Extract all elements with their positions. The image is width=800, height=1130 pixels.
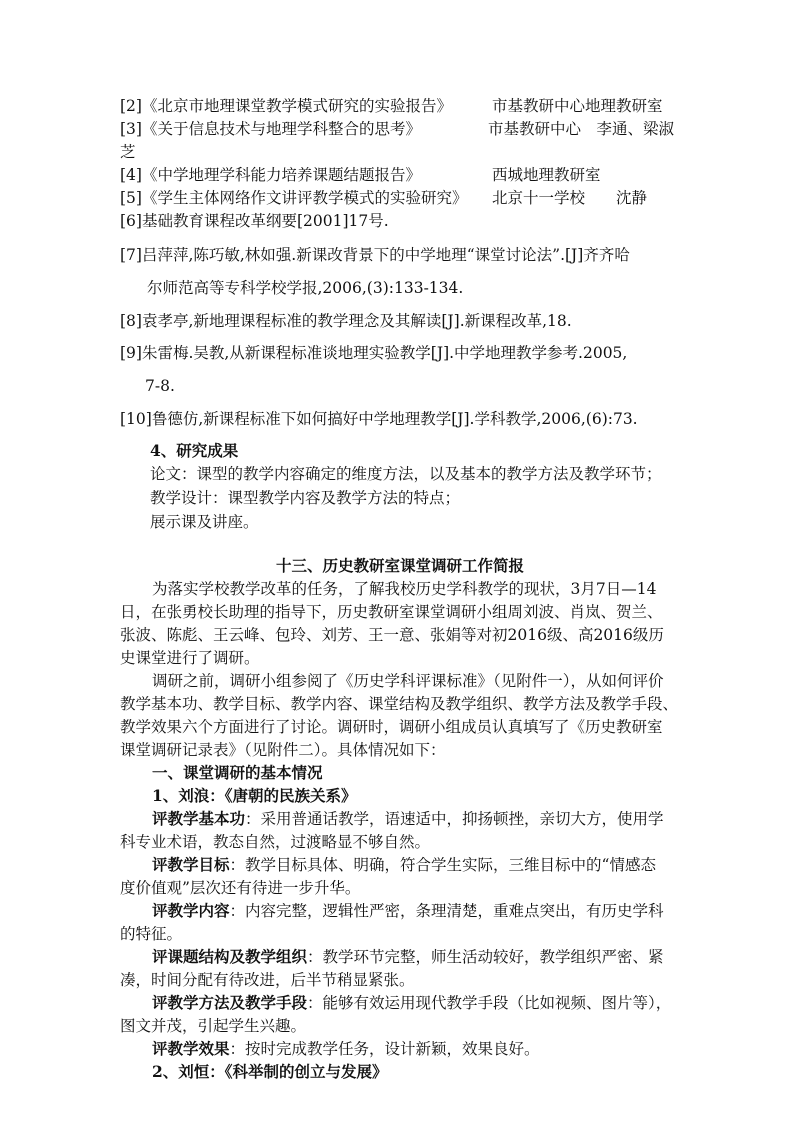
reference-line: 7-8.: [145, 377, 175, 395]
reference-line: [8]袁孝亭,新地理课程标准的教学理念及其解读[J].新课程改革,18.: [120, 312, 572, 330]
paragraph-line: 展示课及讲座。: [150, 513, 259, 531]
evaluation-item: [152, 900, 664, 922]
reference-line: [7]吕萍萍,陈巧敏,林如强.新课改背景下的中学地理“课堂讨论法”.[J]齐齐哈: [120, 246, 630, 264]
lesson-heading: 2、刘恒：《科举制的创立与发展》: [152, 1062, 388, 1081]
paragraph-line: 为落实学校教学改革的任务，了解我校历史学科教学的现状，3月7日—14: [152, 580, 657, 598]
evaluation-item: [152, 946, 664, 968]
evaluation-text: 图文并茂，引起学生兴趣。: [120, 1017, 307, 1035]
paragraph-line: 课堂调研记录表》（见附件二）。具体情况如下：: [120, 741, 446, 759]
evaluation-text: ：教学目标具体、明确，符合学生实际，三维目标中的“情感态: [229, 856, 656, 874]
paragraph-line: 论文：课型的教学内容确定的维度方法，以及基本的教学方法及教学环节；: [150, 465, 662, 483]
evaluation-text: ：按时完成教学任务，设计新颖，效果良好。: [229, 1040, 540, 1058]
evaluation-item: [152, 1038, 540, 1060]
evaluation-label: 评课题结构及教学组织: [152, 947, 308, 966]
reference-source: 市基教研中心地理教研室: [492, 97, 663, 115]
evaluation-label: 评教学效果: [152, 1039, 230, 1058]
evaluation-text: 科专业术语，教态自然，过渡略显不够自然。: [120, 833, 431, 851]
paragraph-line: 教学基本功、教学目标、教学内容、课堂结构及教学组织、教学方法及教学手段、: [120, 695, 679, 713]
report-title: 十三、历史教研室课堂调研工作简报: [275, 556, 524, 575]
evaluation-label: 评教学方法及教学手段: [152, 993, 308, 1012]
evaluation-text: 凑，时间分配有待改进，后半节稍显紧张。: [120, 971, 415, 989]
reference-title: [5]《学生主体网络作文讲评教学模式的实验研究》: [120, 189, 468, 207]
evaluation-label: 评教学内容: [152, 901, 230, 920]
reference-title: [3]《关于信息技术与地理学科整合的思考》: [120, 120, 421, 138]
reference-title: 芝: [120, 143, 136, 161]
evaluation-text: ：教学环节完整，师生活动较好，教学组织严密、紧: [307, 948, 664, 966]
reference-source: 西城地理教研室: [492, 166, 601, 184]
section-heading: 4、研究成果: [150, 441, 239, 460]
reference-title: [4]《中学地理学科能力培养课题结题报告》: [120, 166, 421, 184]
evaluation-text: ：内容完整，逻辑性严密，条理清楚，重难点突出，有历史学科: [229, 902, 664, 920]
paragraph-line: 教学效果六个方面进行了讨论。调研时，调研小组成员认真填写了《历史教研室: [120, 718, 663, 736]
evaluation-text: ：能够有效运用现代教学手段（比如视频、图片等），: [307, 994, 672, 1012]
reference-line: [10]鲁德仿,新课程标准下如何搞好中学地理教学[J].学科教学,2006,(6):73.: [120, 410, 638, 428]
reference-source: 市基教研中心 李通、梁淑: [488, 120, 675, 138]
evaluation-text: 的特征。: [120, 925, 183, 943]
evaluation-item: [152, 808, 664, 830]
paragraph-line: 史课堂进行了调研。: [120, 649, 260, 667]
paragraph-line: 张波、陈彪、王云峰、包玲、刘芳、王一意、张娟等对初2016级、高2016级历: [120, 626, 664, 644]
section-heading: 一、课堂调研的基本情况: [152, 763, 323, 782]
lesson-heading: 1、刘浪：《唐朝的民族关系》: [152, 786, 357, 805]
paragraph-line: 教学设计：课型教学内容及教学方法的特点；: [150, 489, 461, 507]
evaluation-label: 评教学目标: [152, 855, 230, 874]
evaluation-item: [152, 992, 671, 1014]
reference-title: [2]《北京市地理课堂教学模式研究的实验报告》: [120, 97, 452, 115]
paragraph-line: 调研之前，调研小组参阅了《历史学科评课标准》（见附件一），从如何评价: [152, 672, 664, 690]
evaluation-label: 评教学基本功: [152, 809, 246, 828]
reference-line: 尔师范高等专科学校学报,2006,(3):133-134.: [147, 279, 464, 297]
paragraph-line: 日，在张勇校长助理的指导下，历史教研室课堂调研小组周刘波、肖岚、贺兰、: [120, 603, 663, 621]
reference-line: [9]朱雷梅.吴教,从新课程标准谈地理实验教学[J].中学地理教学参考.2005,: [120, 344, 628, 362]
evaluation-item: [152, 854, 656, 876]
reference-source: 北京十一学校 沈静: [492, 189, 648, 207]
reference-line: [6]基础教育课程改革纲要[2001]17号.: [120, 212, 389, 230]
evaluation-text: 度价值观”层次还有待进一步升华。: [120, 879, 361, 897]
evaluation-text: ：采用普通话教学，语速适中，抑扬顿挫，亲切大方，使用学: [245, 810, 664, 828]
